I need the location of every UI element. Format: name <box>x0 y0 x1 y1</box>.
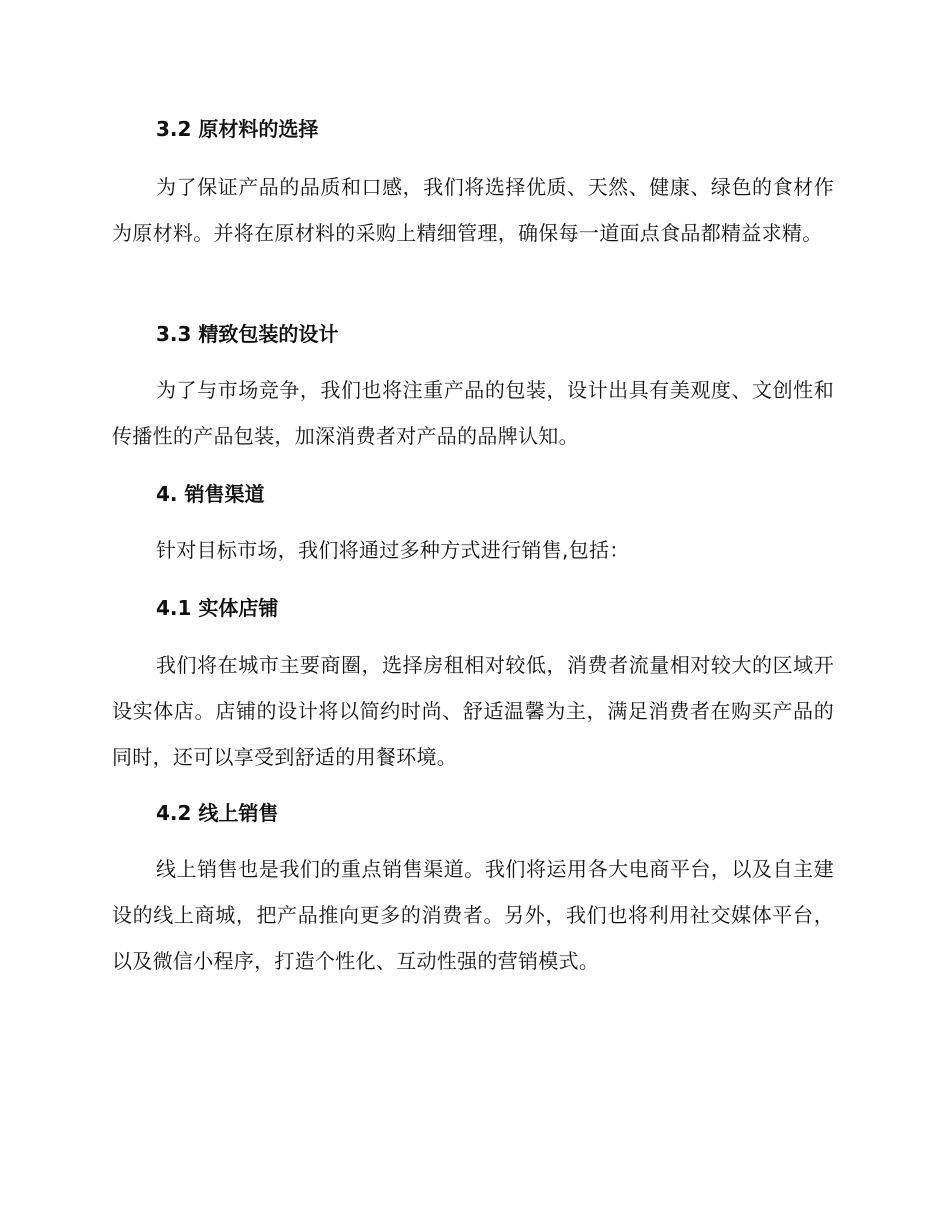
section-heading-4-2: 4.2 线上销售 <box>156 801 279 825</box>
section-heading-4: 4. 销售渠道 <box>156 482 265 506</box>
section-paragraph-4: 针对目标市场，我们将通过多种方式进行销售,包括： <box>156 538 630 562</box>
section-paragraph-4-1: 我们将在城市主要商圈，选择房租相对较低，消费者流量相对较大的区域开设实体店。店铺的设计将以简约时尚、舒适温馨为主，满足消费者在购买产品的同时，还可以享受到舒适的用餐环境。 <box>112 653 834 769</box>
section-paragraph-4-2: 线上销售也是我们的重点销售渠道。我们将运用各大电商平台，以及自主建设的线上商城，把产品推向更多的消费者。另外，我们也将利用社交媒体平台，以及微信小程序，打造个性化、互动性强的营销模式。 <box>112 857 834 973</box>
section-heading-3-3: 3.3 精致包装的设计 <box>156 322 339 346</box>
section-heading-3-2: 3.2 原材料的选择 <box>156 117 319 141</box>
section-heading-4-1: 4.1 实体店铺 <box>156 596 279 620</box>
section-paragraph-3-2: 为了保证产品的品质和口感，我们将选择优质、天然、健康、绿色的食材作为原材料。并将在原材料的采购上精细管理，确保每一道面点食品都精益求精。 <box>112 175 834 245</box>
section-paragraph-3-3: 为了与市场竞争，我们也将注重产品的包装，设计出具有美观度、文创性和传播性的产品包装，加深消费者对产品的品牌认知。 <box>112 378 834 448</box>
